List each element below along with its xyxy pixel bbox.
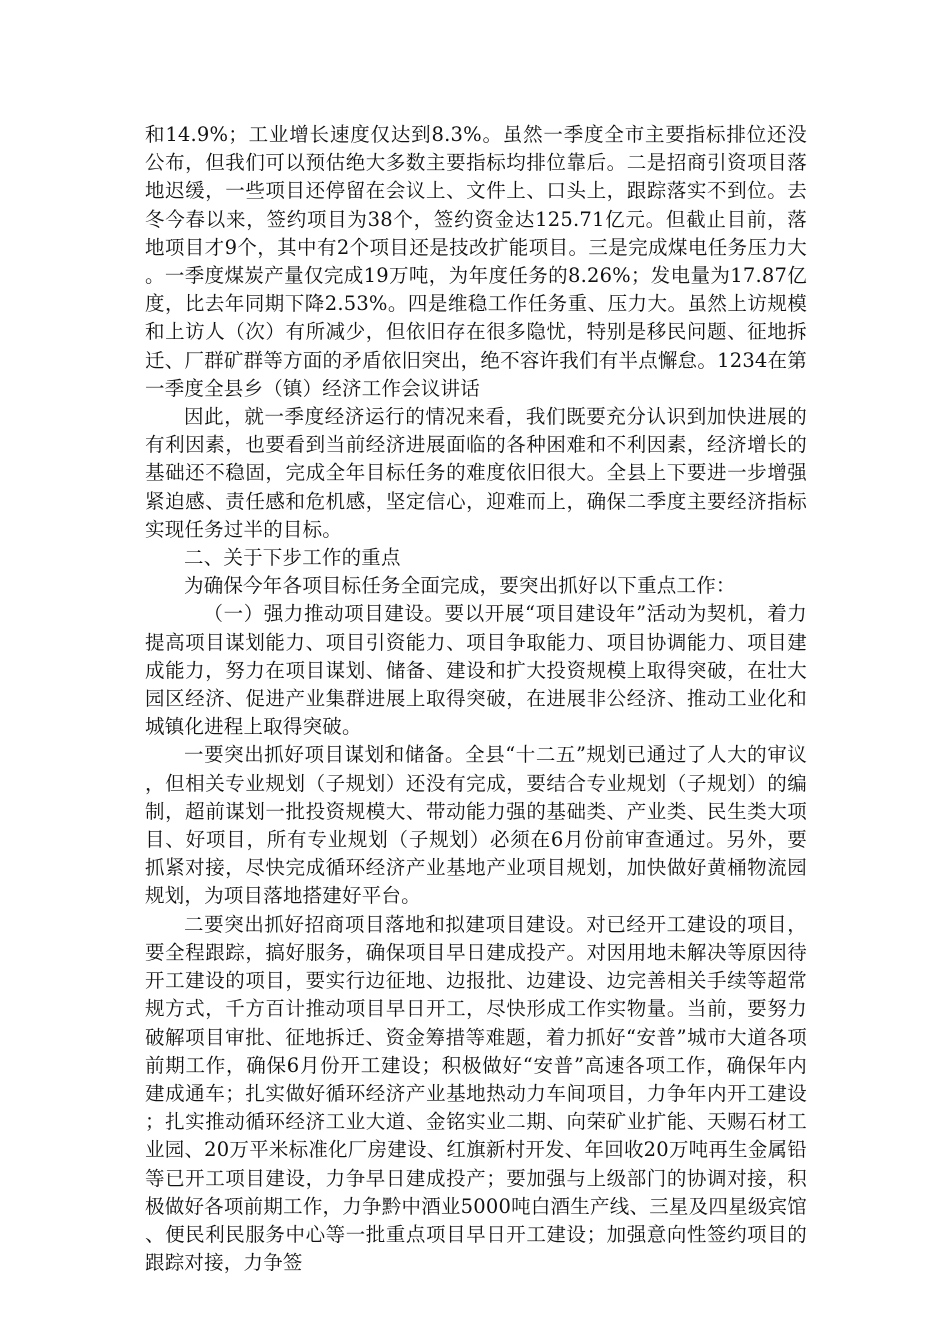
paragraph-project-planning: 一要突出抓好项目谋划和储备。全县“十二五”规划已通过了人大的审议，但相关专业规划（子规划）还没有完成，要结合专业规划（子规划）的编制，超前谋划一批投资规模大、带动能力强的基础类、产业类、民生类大项目、好项目，所有专业规划（子规划）必须在6月份前审查通过。另外，要抓紧对接，尽快完成循环经济产业基地产业项目规划，加快做好黄桶物流园规划，为项目落地搭建好平台。: [145, 743, 807, 908]
paragraph-project-implementation: 二要突出抓好招商项目落地和拟建项目建设。对已经开工建设的项目，要全程跟踪，搞好服务，确保项目早日建成投产。对因用地未解决等原因待开工建设的项目，要实行边征地、边报批、边建设、边完善相关手续等超常规方式，千方百计推动项目早日开工，尽快形成工作实物量。当前，要努力破解项目审批、征地拆迁、资金筹措等难题，着力抓好“安普”城市大道各项前期工作，确保6月份开工建设；积极做好“安普”高速各项工作，确保年内建成通车；扎实做好循环经济产业基地热动力车间项目，力争年内开工建设；扎实推动循环经济工业大道、金铭实业二期、向荣矿业扩能、天赐石材工业园、20万平米标准化厂房建设、红旗新村开发、年回收20万吨再生金属铅等已开工项目建设，力争早日建成投产；要加强与上级部门的协调对接，积极做好各项前期工作，力争黔中酒业5000吨白酒生产线、三星及四星级宾馆、便民利民服务中心等一批重点项目早日开工建设；加强意向性签约项目的跟踪对接，力争签: [145, 912, 807, 1275]
document-body: [145, 121, 807, 1277]
paragraph-intro-key-work: 为确保今年各项目标任务全面完成，要突出抓好以下重点工作：: [184, 574, 736, 598]
paragraph-summary: 因此，就一季度经济运行的情况来看，我们既要充分认识到加快进展的有利因素，也要看到当前经济进展面临的各种困难和不利因素，经济增长的基础还不稳固，完成全年目标任务的难度依旧很大。全县上下要进一步增强紧迫感、责任感和危机感，坚定信心，迎难而上，确保二季度主要经济指标实现任务过半的目标。: [145, 405, 807, 541]
paragraph-problems-continued: 和14.9%；工业增长速度仅达到8.3%。虽然一季度全市主要指标排位还没公布，但我们可以预估绝大多数主要指标均排位靠后。二是招商引资项目落地迟缓，一些项目还停留在会议上、文件上、口头上，跟踪落实不到位。去冬今春以来，签约项目为38个，签约资金达125.71亿元。但截止目前，落地项目才9个，其中有2个项目还是技改扩能项目。三是完成煤电任务压力大。一季度煤炭产量仅完成19万吨，为年度任务的8.26%；发电量为17.87亿度，比去年同期下降2.53%。四是维稳工作任务重、压力大。虽然上访规模和上访人（次）有所减少，但依旧存在很多隐忧，特别是移民问题、征地拆迁、厂群矿群等方面的矛盾依旧突出，绝不容许我们有半点懈怠。1234在第一季度全县乡（镇）经济工作会议讲话: [145, 123, 807, 400]
section-heading-next-steps: 二、关于下步工作的重点: [184, 546, 401, 570]
paragraph-project-construction: （一）强力推动项目建设。要以开展“项目建设年”活动为契机，着力提高项目谋划能力、项目引资能力、项目争取能力、项目协调能力、项目建成能力，努力在项目谋划、储备、建设和扩大投资规模上取得突破，在壮大园区经济、促进产业集群进展上取得突破，在进展非公经济、推动工业化和城镇化进程上取得突破。: [145, 602, 807, 739]
